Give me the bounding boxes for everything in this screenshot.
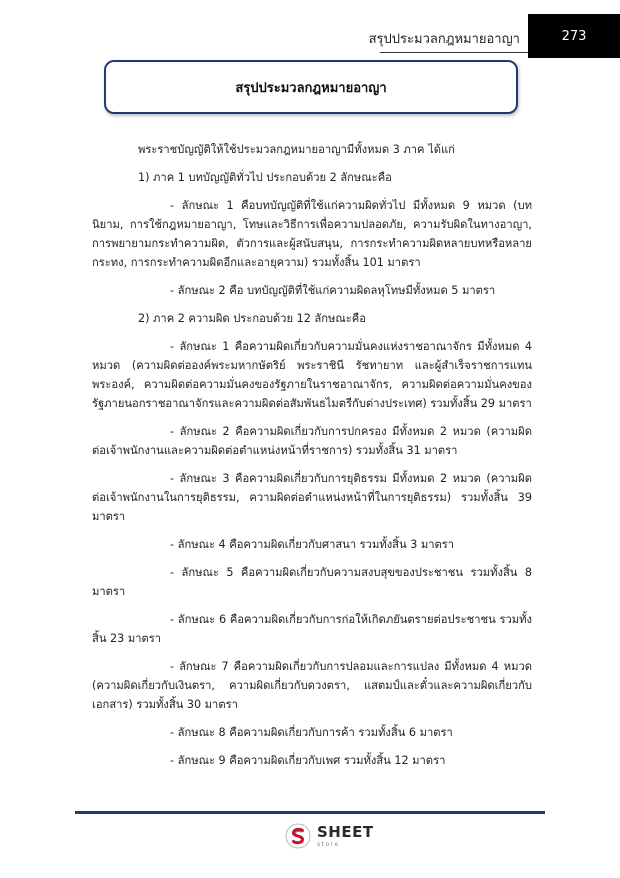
- footer-rule: [75, 811, 545, 814]
- paragraph-part2: 2) ภาค 2 ความผิด ประกอบด้วย 12 ลักษณะคือ: [138, 312, 366, 325]
- logo-sub-text: store: [317, 840, 340, 848]
- body-content: [92, 140, 532, 770]
- page-number: 273: [528, 14, 620, 58]
- paragraph-part1-title1: - ลักษณะ 1 คือบทบัญญัติที่ใช้แก่ความผิดทั่วไป มีทั้งหมด 9 หมวด (บทนิยาม, การใช้กฎหมายอาญา, โทษและวิธีการเพื่อความปลอดภัย, ความรับผิดในทางอาญา, การพยายามกระทำความผิด, ตัวการและผู้สนับสนุน, การกระทำความผิดหลายบทหรือหลายกระทง, การกระทำความผิดอีกและอายุความ) รวมทั้งสิ้น 101 มาตรา: [92, 199, 532, 269]
- paragraph-part1: 1) ภาค 1 บทบัญญัติทั่วไป ประกอบด้วย 2 ลักษณะคือ: [138, 171, 392, 184]
- paragraph-part2-title8: - ลักษณะ 8 คือความผิดเกี่ยวกับการค้า รวมทั้งสิ้น 6 มาตรา: [170, 726, 453, 739]
- paragraph-intro: พระราชบัญญัติให้ใช้ประมวลกฎหมายอาญามีทั้งหมด 3 ภาค ได้แก่: [138, 143, 455, 156]
- paragraph-part2-title6: - ลักษณะ 6 คือความผิดเกี่ยวกับการก่อให้เกิดภยันตรายต่อประชาชน รวมทั้งสิ้น 23 มาตรา: [92, 613, 532, 645]
- header-rule: [380, 52, 528, 53]
- paragraph-part2-title4: - ลักษณะ 4 คือความผิดเกี่ยวกับศาสนา รวมทั้งสิ้น 3 มาตรา: [170, 538, 455, 551]
- paragraph-part2-title5: - ลักษณะ 5 คือความผิดเกี่ยวกับความสงบสุขของประชาชน รวมทั้งสิ้น 8 มาตรา: [92, 566, 532, 598]
- sheet-store-logo: [285, 820, 375, 852]
- section-title-box: [104, 60, 518, 114]
- paragraph-part2-title1: - ลักษณะ 1 คือความผิดเกี่ยวกับความมั่นคงแห่งราชอาณาจักร มีทั้งหมด 4 หมวด (ความผิดต่อองค์พระมหากษัตริย์ พระราชินี รัชทายาท และผู้สำเร็จราชการแทนพระองค์, ความผิดต่อความมั่นคงของรัฐภายในราชอาณาจักร, ความผิดต่อความมั่นคงของรัฐภายนอกราชอาณาจักรและความผิดต่อสัมพันธไมตรีกับต่างประเทศ) รวมทั้งสิ้น 29 มาตรา: [92, 340, 532, 410]
- paragraph-part2-title2: - ลักษณะ 2 คือความผิดเกี่ยวกับการปกครอง มีทั้งหมด 2 หมวด (ความผิดต่อเจ้าพนักงานและความผิดต่อตำแหน่งหน้าที่ราชการ) รวมทั้งสิ้น 31 มาตรา: [92, 425, 532, 457]
- paragraph-part2-title7: - ลักษณะ 7 คือความผิดเกี่ยวกับการปลอมและการแปลง มีทั้งหมด 4 หมวด (ความผิดเกี่ยวกับเงินตรา, ความผิดเกี่ยวกับดวงตรา, แสตมป์และตั๋วและความผิดเกี่ยวกับเอกสาร) รวมทั้งสิ้น 30 มาตรา: [92, 660, 532, 711]
- section-title: สรุปประมวลกฎหมายอาญา: [235, 80, 387, 96]
- logo-brand-text: SHEET: [317, 822, 374, 841]
- sheet-store-logo-icon: [285, 823, 311, 849]
- paragraph-part2-title3: - ลักษณะ 3 คือความผิดเกี่ยวกับการยุติธรรม มีทั้งหมด 2 หมวด (ความผิดต่อเจ้าพนักงานในการยุติธรรม, ความผิดต่อตำแหน่งหน้าที่ในการยุติธรรม) รวมทั้งสิ้น 39 มาตรา: [92, 472, 532, 523]
- paragraph-part1-title2: - ลักษณะ 2 คือ บทบัญญัติที่ใช้แก่ความผิดลหุโทษมีทั้งหมด 5 มาตรา: [170, 284, 496, 297]
- paragraph-part2-title9: - ลักษณะ 9 คือความผิดเกี่ยวกับเพศ รวมทั้งสิ้น 12 มาตรา: [170, 754, 446, 767]
- header-title: สรุปประมวลกฎหมายอาญา: [368, 32, 520, 47]
